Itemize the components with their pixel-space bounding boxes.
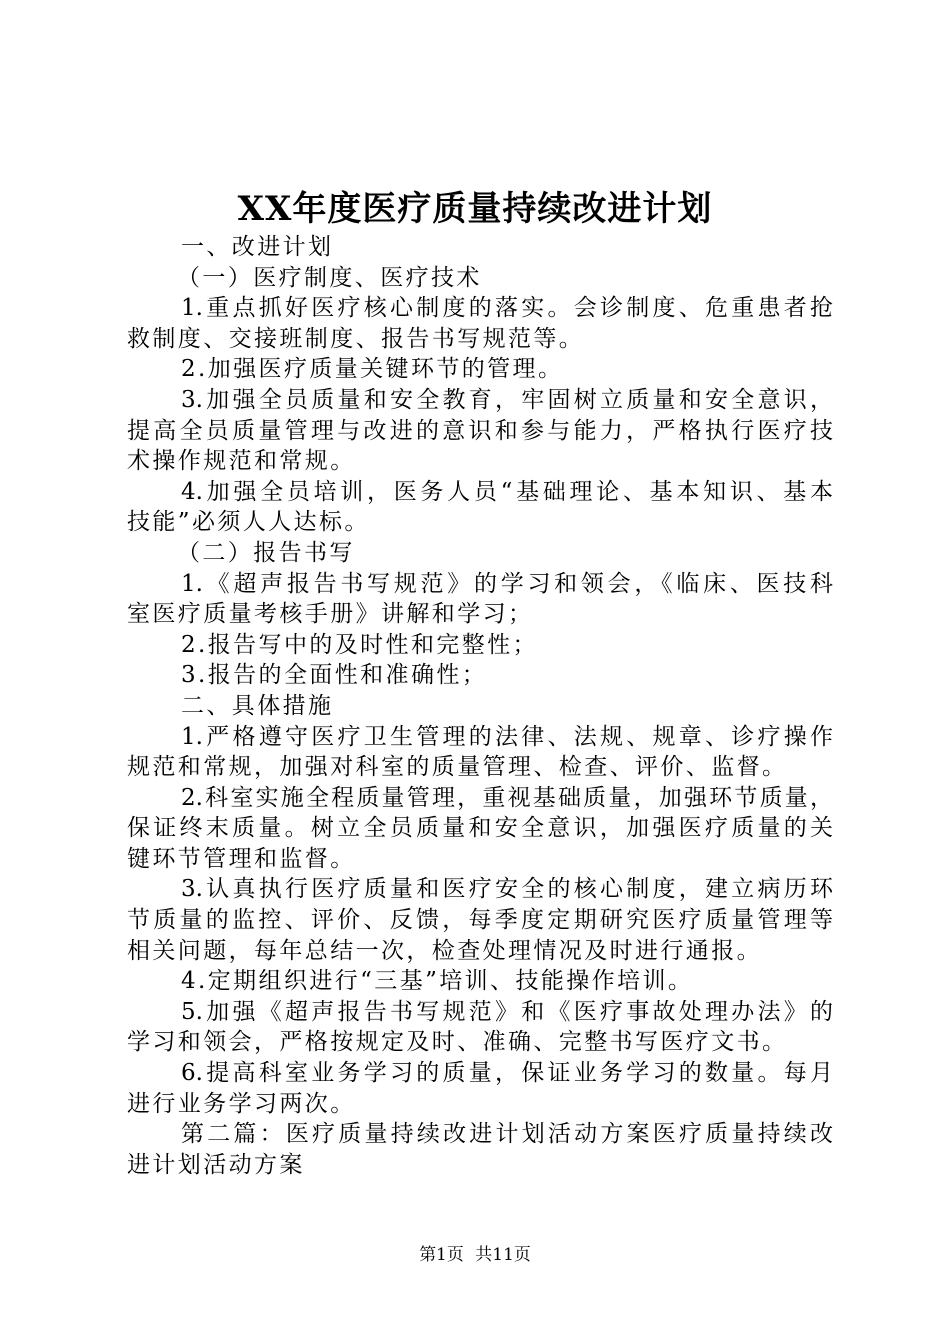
paragraph-line: 1.《超声报告书写规范》的学习和领会，《临床、医技科	[181, 570, 833, 597]
paragraph-line: 3.报告的全面性和准确性；	[181, 662, 488, 689]
paragraph-line: 术操作规范和常规。	[127, 448, 356, 475]
paragraph-line: 2.加强医疗质量关键环节的管理。	[181, 356, 564, 383]
paragraph-line: 3.加强全员质量和安全教育，牢固树立质量和安全意识，	[181, 386, 833, 413]
paragraph-line: 技能”必须人人达标。	[127, 509, 370, 536]
subsection-heading: （一）医疗制度、医疗技术	[177, 264, 482, 291]
paragraph-line: 第二篇：医疗质量持续改进计划活动方案医疗质量持续改	[181, 1121, 833, 1148]
paragraph-line: 室医疗质量考核手册》讲解和学习；	[127, 601, 534, 628]
paragraph-line: 键环节管理和监督。	[127, 845, 356, 872]
document-title: XX年度医疗质量持续改进计划	[237, 189, 713, 229]
paragraph-line: 2.科室实施全程质量管理，重视基础质量，加强环节质量，	[181, 784, 833, 811]
page-footer	[0, 1244, 950, 1266]
paragraph-line: 救制度、交接班制度、报告书写规范等。	[127, 325, 585, 352]
paragraph-line: 3.认真执行医疗质量和医疗安全的核心制度，建立病历环	[181, 876, 833, 903]
document-body	[127, 232, 833, 1180]
paragraph-line: 节质量的监控、评价、反馈，每季度定期研究医疗质量管理等	[127, 907, 833, 934]
paragraph-line: 2.报告写中的及时性和完整性；	[181, 631, 538, 658]
paragraph-line: 4.加强全员培训，医务人员“基础理论、基本知识、基本	[181, 478, 833, 505]
section-heading: 一、改进计划	[181, 234, 334, 260]
paragraph-line: 相关问题，每年总结一次，检查处理情况及时进行通报。	[127, 937, 762, 964]
paragraph-line: 保证终末质量。树立全员质量和安全意识，加强医疗质量的关	[127, 815, 833, 842]
page-total: 共11页	[475, 1245, 531, 1265]
paragraph-line: 进行业务学习两次。	[127, 1090, 356, 1117]
paragraph-line: 4.定期组织进行“三基”培训、技能操作培训。	[181, 968, 694, 995]
paragraph-line: 5.加强《超声报告书写规范》和《医疗事故处理办法》的	[181, 998, 833, 1025]
paragraph-line: 提高全员质量管理与改进的意识和参与能力，严格执行医疗技	[127, 417, 833, 444]
paragraph-line: 进计划活动方案	[127, 1151, 305, 1178]
section-heading: 二、具体措施	[181, 692, 334, 719]
subsection-heading: （二）报告书写	[177, 539, 355, 566]
paragraph-line: 规范和常规，加强对科室的质量管理、检查、评价、监督。	[127, 754, 788, 781]
page-number: 第1页	[419, 1245, 464, 1265]
paragraph-line: 学习和领会，严格按规定及时、准确、完整书写医疗文书。	[127, 1029, 788, 1056]
paragraph-line: 6.提高科室业务学习的质量，保证业务学习的数量。每月	[181, 1060, 833, 1087]
paragraph-line: 1.重点抓好医疗核心制度的落实。会诊制度、危重患者抢	[181, 295, 833, 322]
paragraph-line: 1.严格遵守医疗卫生管理的法律、法规、规章、诊疗操作	[181, 723, 833, 750]
